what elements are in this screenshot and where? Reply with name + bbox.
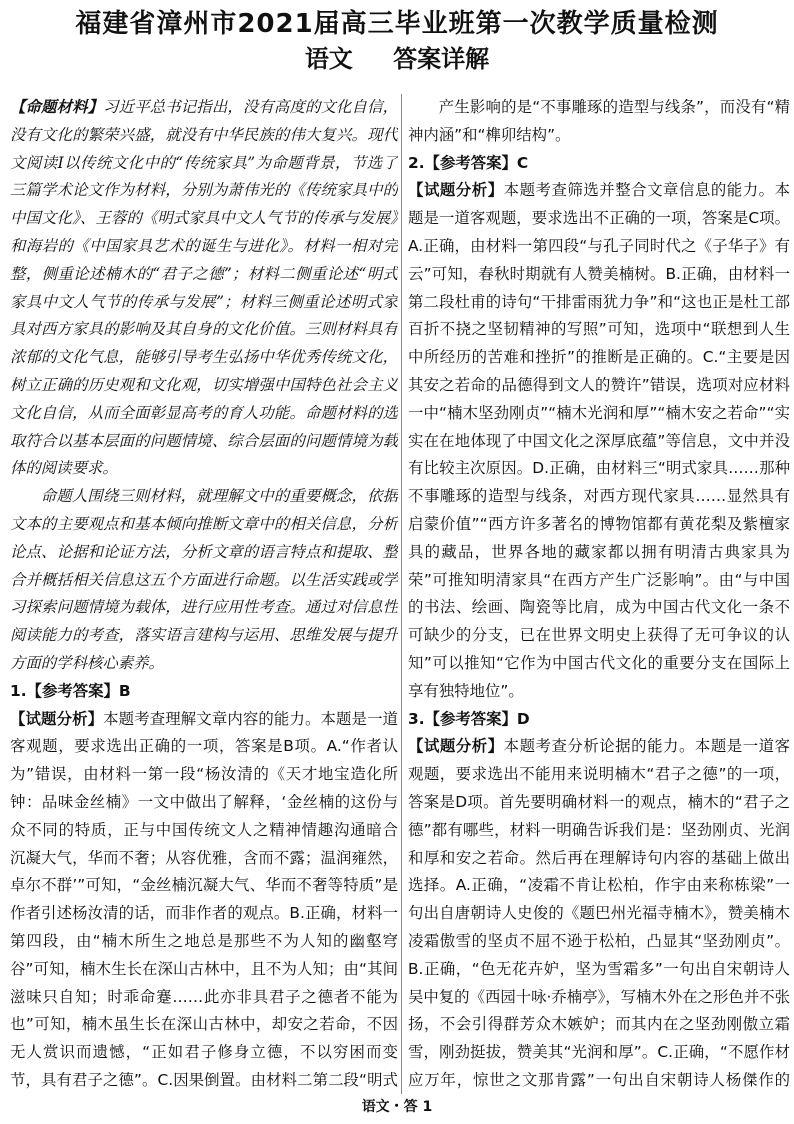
- q2-analysis: [408, 177, 790, 705]
- intro-tag: 【命题材料】: [10, 98, 104, 116]
- q2-heading: 2.【参考答案】C: [408, 153, 529, 172]
- q2-text: 本题考查筛选并整合文章信息的能力。本题是一道客观题，要求选出不正确的一项，答案是C项。A.正确，由材料一第四段“与孔子同时代之《子华子》有云”可知，春秋时期就有人赞美楠树。B.正确，由材料一第二段杜甫的诗句“干排雷雨犹力争”和“这也正是杜工部百折不挠之坚韧精神的写照”可知，选项中“联想到人生中所经历的苦难和挫折”的推断是正确的。C.“主要是因其安之若命的品德得到文人的赞许”错误，选项对应材料一中“楠木坚劲刚贞”“楠木光润和厚”“楠木安之若命”“实实在在地体现了中国文化之深厚底蕴”等信息，文中并没有比较主次原因。D.正确，由材料三“明式家具……那种不事雕琢的造型与线条，对西方现代家具……显然具有启蒙价值”“西方许多著名的博物馆都有黄花梨及紫檀家具的藏品，世界各地的藏家都以拥有明清古典家具为荣”可推知明清家具“在西方产生广泛影响”。由“与中国的书法、绘画、陶瓷等比肩，成为中国古代文化一条不可缺少的分支，已在世界文明史上获得了无可争议的认知”可以推知“它作为中国古代文化的重要分支在国际上享有独特地位”。: [408, 181, 790, 700]
- q3-analysis: [408, 733, 790, 1094]
- q2-tag: 【试题分析】: [408, 181, 504, 200]
- q3-text: 本题考查分析论据的能力。本题是一道客观题，要求选出不能用来说明楠木“君子之德”的一项，答案是D项。首先要明确材料一的观点，楠木的“君子之德”都有哪些，材料一明确告诉我们是：坚劲刚贞、光润和厚和安之若命。然后再在理解诗句内容的基础上做出选择。A.正确，“凌霜不肯让松柏，作宇由来称栋梁”一句出自唐朝诗人史俊的《题巴州光福寺楠木》，赞美楠木凌霜傲雪的坚贞不屈不逊于松柏，凸显其“坚劲刚贞”。B.正确，“色无花卉妒，坚为雪霜多”一句出自宋朝诗人吴中复的《西园十咏·乔楠亭》，写楠木外在之形色并不张扬，不会引得群芳众木嫉妒；而其内在之坚劲刚傲立霜雪，刚劲挺拔，赞美其“光润和厚”。C.正确，“不愿作材应万年，惊世之文那肯露”一句出自宋朝诗人杨傑作的: [408, 737, 790, 1089]
- subject-label: 语文: [304, 45, 353, 73]
- q1-text: 本题考查理解文章内容的能力。本题是一道客观题，要求选出正确的一项，答案是B项。A.“作者认为”错误，由材料一第一段“杨汝清的《天才地宝造化所钟：品味金丝楠》一文中做出了解释，‘金丝楠的这份与众不同的特质，正与中国传统文人之精神情趣沟通暗合 沉凝大气，华而不奢；从容优雅，含而不露；温润雍然，卓尔不群’”可知，“金丝楠沉凝大气、华而不奢等特质”是作者引述杨汝清的话，而非作者的观点。B.正确，材料一第四段，由“楠木所生之地总是那些不为人知的幽壑穹谷”可知，楠木生长在深山古林中，且不为人知；由“其间滋味只自知；时乖命蹇……此亦非具君子之德者不能为也”可知，楠木虽生长在深山古林中，却安之若命，不因无人赏识而遗憾，“正如君子修身立德，不以穷困而变节，具有君子之德”。C.因果倒置。由材料二第二段“明式: [10, 709, 398, 1089]
- intro-text: 习近平总书记指出，没有高度的文化自信，没有文化的繁荣兴盛，就没有中华民族的伟大复兴。现代文阅读Ⅰ以传统文化中的“传统家具”为命题背景，节选了三篇学术论文作为材料，分别为萧伟光的《传统家具中的中国文化》、王蓉的《明式家具中文人气节的传承与发展》和海岩的《中国家具艺术的诞生与进化》。材料一相对完整，侧重论述楠木的“君子之德”；材料二侧重论述“明式家具中文人气节的传承与发展”；材料三侧重论述明式家具对西方家具的影响及其自身的文化价值。三则材料具有浓郁的文化气息，能够引导考生弘扬中华优秀传统文化，树立正确的历史观和文化观，切实增强中国特色社会主义文化自信，从而全面彰显高考的育人功能。命题材料的选取符合以基本层面的问题情境、综合层面的问题情境为载体的阅读要求。: [10, 98, 398, 478]
- page-subtitle: [0, 44, 794, 74]
- answer-label: 答案详解: [393, 45, 490, 73]
- intro-paragraph-2: 命题人围绕三则材料，就理解文中的重要概念，依据文本的主要观点和基本倾向推断文章中的相关信息，分析论点、论据和论证方法，分析文章的语言特点和提取、整合并概括相关信息这五个方面进行命题。以生活实践或学习探索问题情境为载体，进行应用性考查。通过对信息性阅读能力的考查，落实语言建构与运用、思维发展与提升方面的学科核心素养。: [10, 487, 398, 672]
- q3-tag: 【试题分析】: [408, 737, 504, 756]
- q1-continuation: 产生影响的是“不事雕琢的造型与线条”，而没有“精神内涵”和“榫卯结构”。: [408, 98, 790, 144]
- page-footer: 语文・答 1: [361, 1099, 433, 1115]
- q1-analysis: [10, 706, 398, 1094]
- page-title: 福建省漳州市2021届高三毕业班第一次教学质量检测: [75, 9, 719, 39]
- q3-heading: 3.【参考答案】D: [408, 709, 530, 728]
- intro-paragraph: [10, 94, 398, 483]
- left-column: [10, 94, 398, 1094]
- right-column: [408, 94, 790, 1094]
- q1-heading: 1.【参考答案】B: [10, 681, 131, 700]
- column-divider: [401, 94, 402, 1094]
- q1-tag: 【试题分析】: [10, 709, 104, 728]
